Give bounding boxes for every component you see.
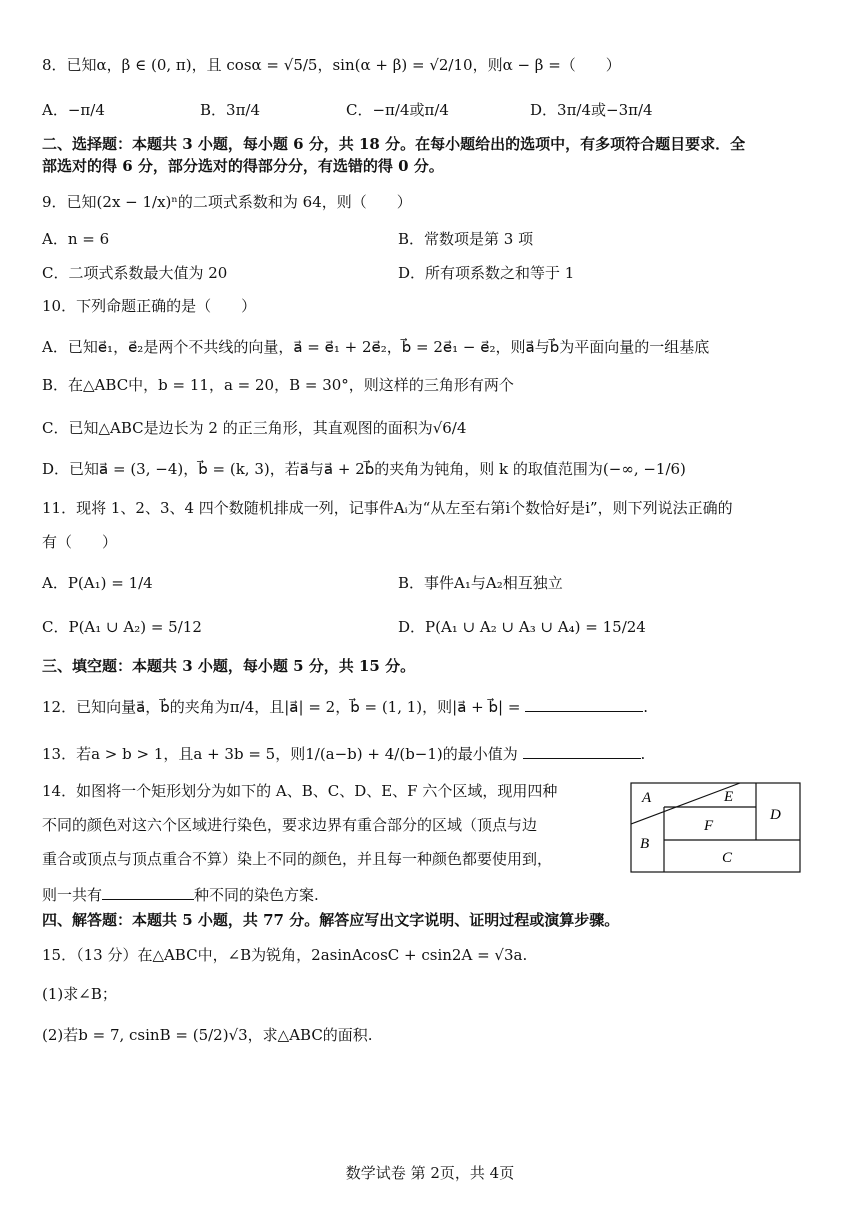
q14-text-a: 则一共有 — [42, 886, 103, 904]
q13-stem: 13．若a > b > 1，且a + 3b = 5，则1/(a−b) + 4/(b−1)的最小值为 . — [42, 742, 645, 764]
section-3-heading: 三、填空题：本题共 3 小题，每小题 5 分，共 15 分。 — [42, 657, 416, 675]
q11-option-a: A．P(A₁) = 1/4 — [42, 574, 153, 592]
q9-option-b: B．常数项是第 3 项 — [398, 230, 534, 248]
region-a-label: A — [642, 790, 652, 806]
q14-text-b: 种不同的染色方案. — [194, 886, 319, 904]
region-e-label: E — [724, 789, 734, 805]
q12-answer-blank[interactable] — [525, 695, 643, 712]
q10-option-c: C．已知△ABC是边长为 2 的正三角形，其直观图的面积为√6/4 — [42, 419, 467, 437]
section-2-heading: 二、选择题：本题共 3 小题，每小题 6 分，共 18 分。在每小题给出的选项中，有多项符合题目要求．全 — [42, 135, 746, 153]
q11-stem-cont: 有（ ） — [42, 533, 118, 551]
q14-line-3: 重合或顶点与顶点重合不算）染上不同的颜色，并且每一种颜色都要使用到， — [42, 850, 553, 868]
q14-answer-blank[interactable] — [102, 883, 194, 900]
q8-option-c: C．−π/4或π/4 — [346, 101, 449, 119]
q15-part-2: (2)若b = 7, csinB = (5/2)√3，求△ABC的面积. — [42, 1026, 373, 1044]
q10-option-b: B．在△ABC中，b = 11，a = 20，B = 30°，则这样的三角形有两个 — [42, 376, 514, 394]
section-4-heading: 四、解答题：本题共 5 小题，共 77 分。解答应写出文字说明、证明过程或演算步骤。 — [42, 911, 620, 929]
q10-option-a: A．已知e⃗₁，e⃗₂是两个不共线的向量，a⃗ = e⃗₁ + 2e⃗₂，b⃗ = 2e⃗₁ − e⃗₂，则a⃗与b⃗为平面向量的一组基底 — [42, 338, 710, 356]
region-f-label: F — [704, 818, 714, 834]
q13-text: 13．若a > b > 1，且a + 3b = 5，则1/(a−b) + 4/(b−1)的最小值为 — [42, 745, 518, 763]
q11-option-c: C．P(A₁ ∪ A₂) = 5/12 — [42, 618, 202, 636]
region-c-label: C — [722, 850, 733, 866]
page-footer: 数学试卷 第 2页，共 4页 — [345, 1164, 515, 1182]
q13-answer-blank[interactable] — [523, 742, 641, 759]
region-b-label: B — [640, 836, 650, 852]
q11-option-b: B．事件A₁与A₂相互独立 — [398, 574, 563, 592]
q10-option-d: D．已知a⃗ = (3, −4)，b⃗ = (k, 3)，若a⃗与a⃗ + 2b⃗的夹角为钝角，则 k 的取值范围为(−∞, −1/6) — [42, 460, 686, 478]
q15-part-1: (1)求∠B； — [42, 985, 117, 1003]
q8-option-a: A．−π/4 — [42, 101, 105, 119]
q9-option-d: D．所有项系数之和等于 1 — [398, 264, 575, 282]
q14-line-4 — [42, 883, 319, 905]
q11-stem: 11．现将 1、2、3、4 四个数随机排成一列，记事件Aᵢ为“从左至右第i个数恰好是i”，则下列说法正确的 — [42, 499, 733, 517]
q12-stem: 12．已知向量a⃗，b⃗的夹角为π/4，且|a⃗| = 2，b⃗ = (1, 1)，则|a⃗ + b⃗| = . — [42, 695, 648, 717]
region-d-label: D — [770, 807, 781, 823]
q8-stem: 8．已知α，β ∈ (0, π)，且 cosα = √5/5，sin(α + β) = √2/10，则α − β =（ ） — [42, 56, 621, 74]
q10-stem: 10．下列命题正确的是（ ） — [42, 297, 257, 315]
q9-option-a: A．n = 6 — [42, 230, 110, 248]
q9-option-c: C．二项式系数最大值为 20 — [42, 264, 228, 282]
q14-line-1: 14．如图将一个矩形划分为如下的 A、B、C、D、E、F 六个区域，现用四种 — [42, 782, 558, 800]
q12-text: 12．已知向量a⃗，b⃗的夹角为π/4，且|a⃗| = 2，b⃗ = (1, 1)，则|a⃗ + b⃗| = — [42, 698, 521, 716]
q8-option-d: D．3π/4或−3π/4 — [530, 101, 653, 119]
q15-stem: 15．（13 分）在△ABC中，∠B为锐角，2asinAcosC + csin2A = √3a. — [42, 946, 528, 964]
q8-option-b: B．3π/4 — [200, 101, 261, 119]
section-2-heading-cont: 部选对的得 6 分，部分选对的得部分分，有选错的得 0 分。 — [42, 157, 444, 175]
q14-region-diagram — [630, 782, 802, 874]
q14-line-2: 不同的颜色对这六个区域进行染色，要求边界有重合部分的区域（顶点与边 — [42, 816, 538, 834]
q11-option-d: D．P(A₁ ∪ A₂ ∪ A₃ ∪ A₄) = 15/24 — [398, 618, 646, 636]
q9-stem: 9．已知(2x − 1/x)ⁿ的二项式系数和为 64，则（ ） — [42, 193, 412, 211]
